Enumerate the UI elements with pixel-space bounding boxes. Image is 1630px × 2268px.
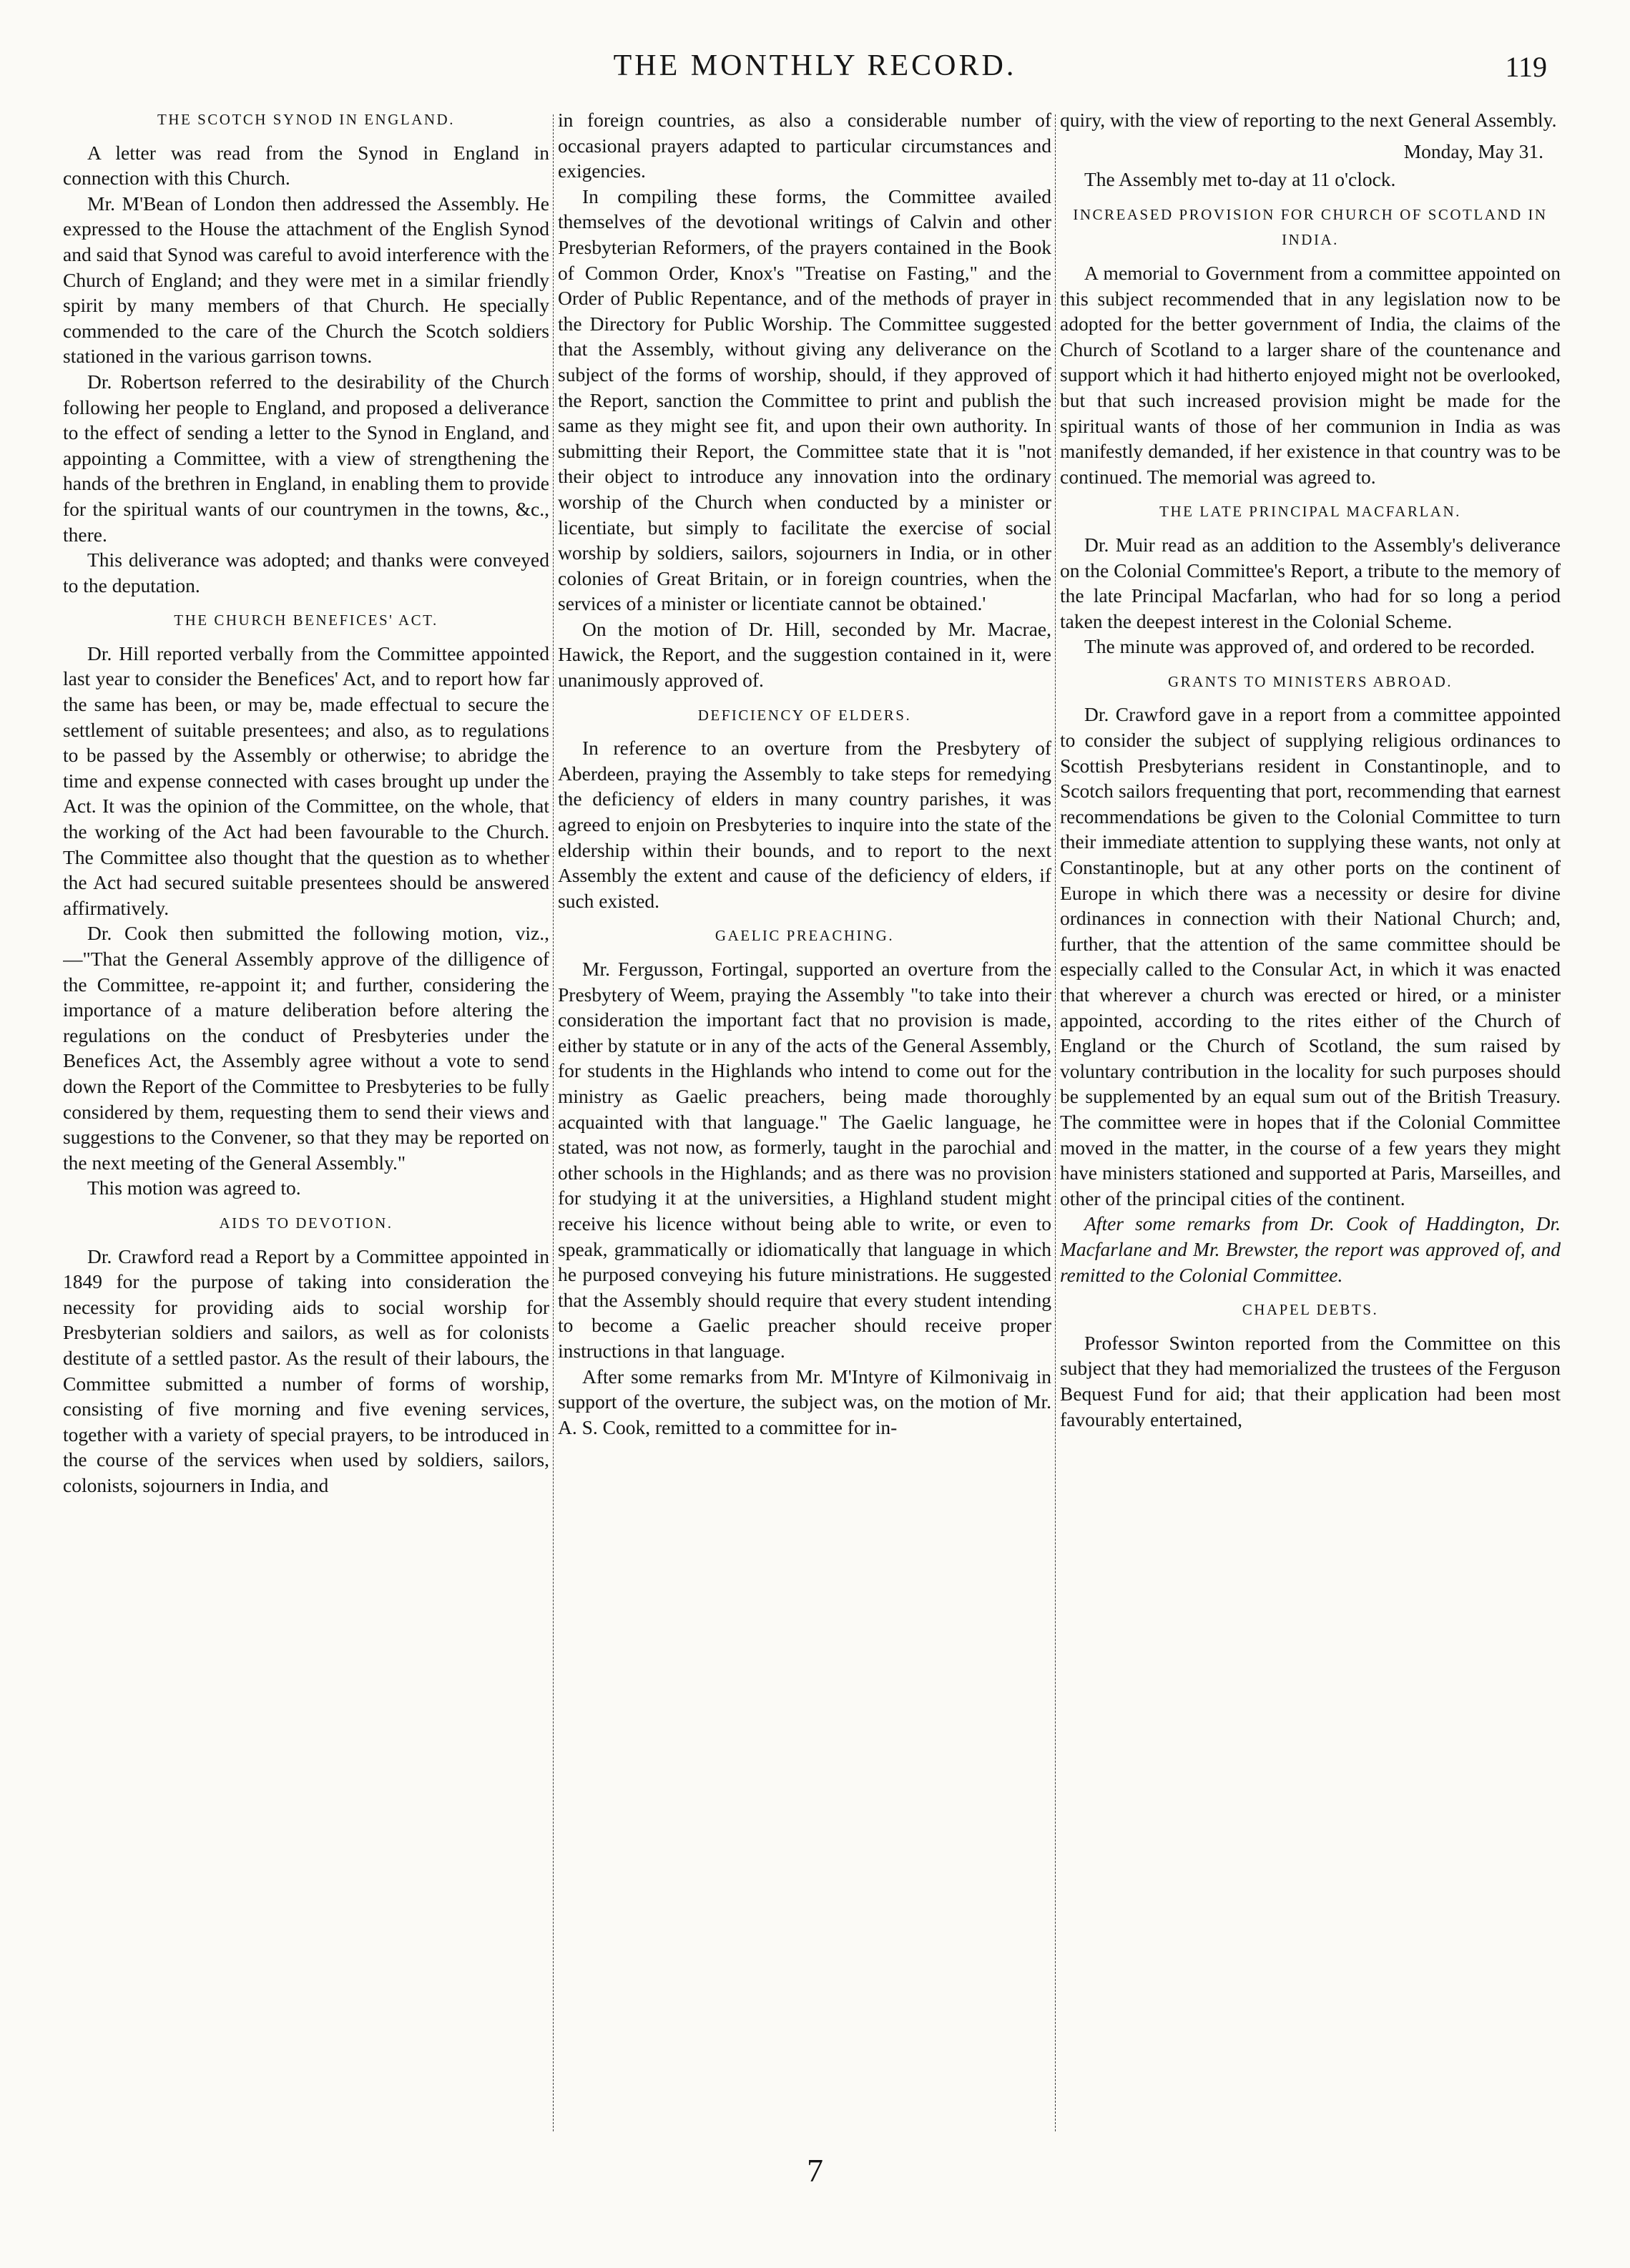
column-rule [1055,114,1056,2131]
paragraph: Dr. Robertson referred to the desirability of the Church following her people to England, and proposed a deliverance to the effect of sending a letter to the Synod in England, and appointing a Committee, with a view of strengthening the hands of the brethren in England, in enabling them to provide for the spiritual wants of our countrymen in the towns, &c., there. [63,370,549,546]
section-heading: GRANTS TO MINISTERS ABROAD. [1167,672,1453,690]
column-left [63,107,549,2146]
paragraph: A letter was read from the Synod in England in connection with this Church. [63,141,549,190]
section-heading: DEFICIENCY OF ELDERS. [697,706,912,724]
section-heading: AIDS TO DEVOTION. [219,1214,393,1232]
signature-mark: 7 [807,2152,823,2189]
paragraph: Dr. Muir read as an addition to the Assembly's deliverance on the Colonial Committee's Report, a tribute to the memory of the late Principal Macfarlan, who had for so long a period taken the deepest interest in the Colonial Scheme. [1060,533,1561,632]
paragraph: On the motion of Dr. Hill, seconded by Mr. Macrae, Hawick, the Report, and the suggestion contained in it, were unanimously approved of. [558,617,1051,692]
paragraph: After some remarks from Dr. Cook of Haddington, Dr. Macfarlane and Mr. Brewster, the report was approved of, and remitted to the Colonial Committee. [1060,1212,1561,1286]
paragraph: in foreign countries, as also a considerable number of occasional prayers adapted to particular circumstances and exigencies. [558,109,1051,182]
column-rule [553,114,554,2131]
paragraph: Dr. Cook then submitted the following motion, viz.,—"That the General Assembly approve of the dilligence of the Committee, re-appoint it; and further, considering the importance of a mature deliberation before altering the regulations on the conduct of Presbyteries under the Benefices Act, the Assembly agree without a vote to send down the Report of the Committee to Presbyteries to be fully considered by them, requesting them to send their views and suggestions to the Convener, so that they may be reported on the next meeting of the General Assembly." [63,922,549,1174]
running-head [0,34,1630,84]
paragraph: This motion was agreed to. [87,1177,301,1199]
paragraph: Dr. Crawford gave in a report from a committee appointed to consider the subject of supplying religious ordinances to Scottish Presbyterians resident in Constantinople, and to Scotch sailors frequenting that port, recommending that earnest recommendations be given to the Colonial Committee to turn their immediate attention to supplying these wants, not only at Constantinople, but at any other ports on the continent of Europe in which there was a necessity or desire for divine ordinances in connection with their National Church; and, further, that the attention of the same committee should be especially called to the Consular Act, in which it was enacted that wherever a church was erected or hired, or a minister appointed, according to the rites either of the Church of England or the Church of Scotland, the sum raised by voluntary contribution in the locality for such purposes should be supplemented by an equal sum out of the British Treasury. The committee were in hopes that if the Colonial Committee moved in the matter, in the course of a few years they might have ministers stationed and supported at Paris, Marseilles, and other of the principal cities of the continent. [1060,703,1561,1209]
paragraph: quiry, with the view of reporting to the next General Assembly. [1060,109,1557,131]
column-right [1060,107,1561,2146]
section-heading: THE LATE PRINCIPAL MACFARLAN. [1159,503,1461,521]
paragraph: Dr. Crawford read a Report by a Committee appointed in 1849 for the purpose of taking into consideration the necessity for providing aids to social worship for Presbyterian soldiers and sailors, as well as for colonists destitute of a settled pastor. As the result of their labours, the Committee submitted a number of forms of worship, consisting of five morning and five evening services, together with a variety of special prayers, to be introduced in the course of the services when used by soldiers, sailors, colonists, sojourners in India, and [63,1245,549,1496]
paragraph: A memorial to Government from a committee appointed on this subject recommended that in any legislation now to be adopted for the better government of India, the claims of the Church of Scotland to a larger share of the countenance and support which it had hitherto enjoyed might not be overlooked, but that such increased provision might be made for the spiritual wants of those of her communion in India as was manifestly demanded, if her existence in that country was to be continued. The memorial was agreed to. [1060,261,1561,488]
page-number: 119 [1505,51,1547,83]
paragraph: After some remarks from Mr. M'Intyre of Kilmonivaig in support of the overture, the subject was, on the motion of Mr. A. S. Cook, remitted to a committee for in- [558,1365,1051,1438]
paragraph: Professor Swinton reported from the Committee on this subject that they had memorialized the trustees of the Ferguson Bequest Fund for aid; that their application had been most favourably entertained, [1060,1331,1561,1430]
section-heading: CHAPEL DEBTS. [1242,1301,1379,1319]
paragraph: Mr. Fergusson, Fortingal, supported an overture from the Presbytery of Weem, praying the Assembly "to take into their consideration the important fact that no provision is made, either by statute or in any of the acts of the General Assembly, for students in the Highlands who intend to come out for the ministry as Gaelic preachers, being made thoroughly acquainted with that language." The Gaelic language, he stated, was not now, as formerly, taught in the parochial and other schools in the Highlands; and as there was no provision for studying it at the universities, a Highland student might receive his licence without being able to write, or even to speak, grammatically or idiomatically that language in which he purposed conveying his future ministrations. He suggested that the Assembly should require that every student intending to become a Gaelic preacher should receive proper instructions in that language. [558,958,1051,1362]
section-heading: GAELIC PREACHING. [715,927,895,945]
section-heading: INCREASED PROVISION FOR CHURCH OF SCOTLAND IN INDIA. [1073,205,1548,249]
paragraph: In reference to an overture from the Presbytery of Aberdeen, praying the Assembly to take steps for remedying the deficiency of elders in many country parishes, it was agreed to enjoin on Presbyteries to inquire into the state of the eldership within their bounds, and to report to the next Assembly the extent and cause of the deficiency of elders, if such existed. [558,737,1051,912]
paragraph: In compiling these forms, the Committee availed themselves of the devotional writings of Calvin and other Presbyterian Reformers, of the prayers contained in the Book of Common Order, Knox's "Treatise on Fasting," and the Order of Public Repentance, and of the methods of prayer in the Directory for Public Worship. The Committee suggested that the Assembly, without giving any deliverance on the subject of the forms of worship, should, if they approved of the Report, sanction the Committee to print and publish the same as they might see fit, and upon their own authority. In submitting their Report, the Committee state that it is "not their object to introduce any innovation into the ordinary worship of the Church when conducted by a minister or licentiate, but simply to facilitate the exercise of social worship by soldiers, sailors, sojourners in India, or in other colonies of Great Britain, or in foreign countries, when the services of a minister or licentiate cannot be obtained.' [558,185,1051,615]
paragraph: This deliverance was adopted; and thanks were conveyed to the deputation. [63,549,549,597]
paragraph: The Assembly met to-day at 11 o'clock. [1084,168,1396,191]
column-middle [558,107,1051,2146]
paragraph: The minute was approved of, and ordered to be recorded. [1084,635,1535,658]
section-heading: THE CHURCH BENEFICES' ACT. [174,612,438,629]
running-title: THE MONTHLY RECORD. [613,49,1017,82]
paragraph: Dr. Hill reported verbally from the Committee appointed last year to consider the Benefices' Act, and to report how far the same has been, or may be, made effectual to secure the settlement of suitable presentees; and also, as to regulations to be passed by the Assembly or otherwise; to abridge the time and expense connected with cases brought up under the Act. It was the opinion of the Committee, on the whole, that the working of the Act had been favourable to the Church. The Committee also thought that the question as to whether the Act had secured suitable presentees should be answered affirmatively. [63,642,549,919]
session-date: Monday, May 31. [1403,139,1543,162]
paragraph: Mr. M'Bean of London then addressed the Assembly. He expressed to the House the attachment of the English Synod and said that Synod was careful to avoid interference with the Church of England; and they were met in a similar friendly spirit by many members of that Church. He specially commended to the care of the Church the Scotch soldiers stationed in the various garrison towns. [63,192,549,368]
section-heading: THE SCOTCH SYNOD IN ENGLAND. [157,111,455,128]
